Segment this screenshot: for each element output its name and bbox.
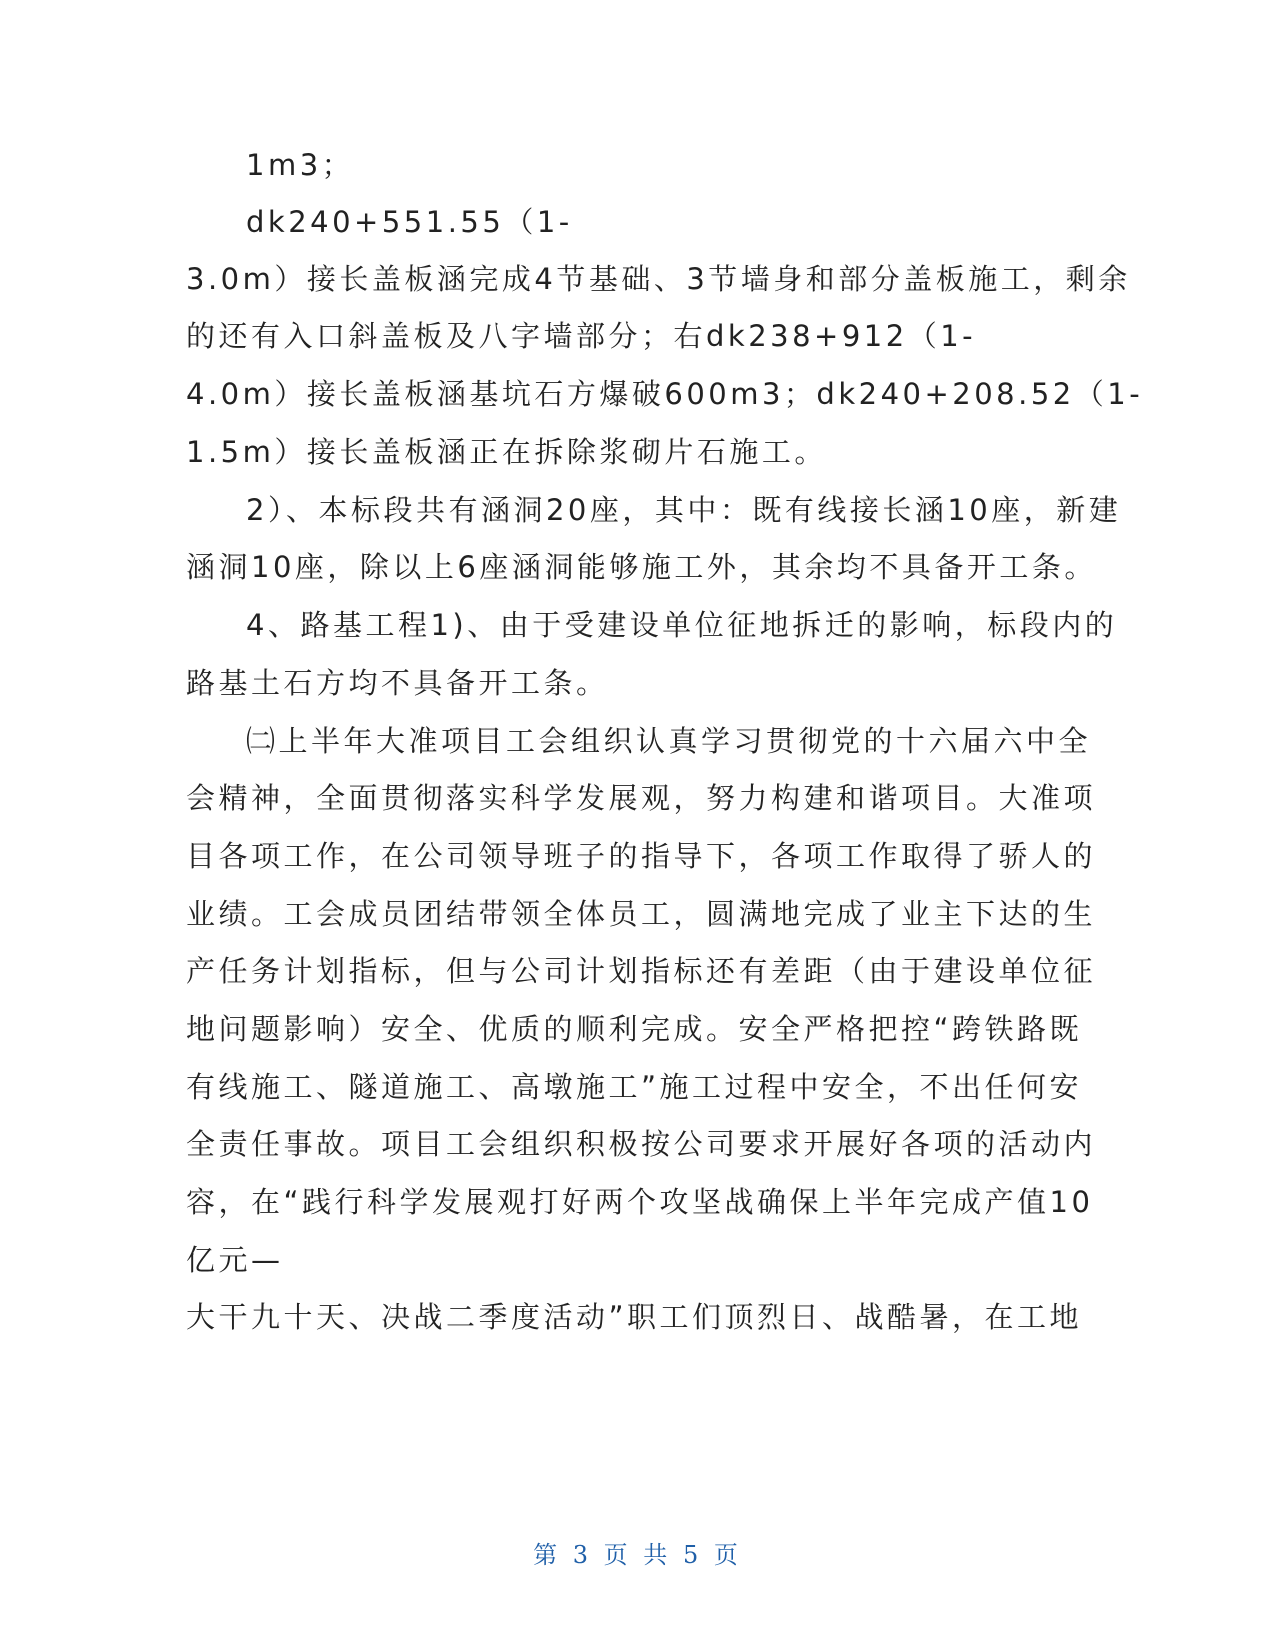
text-line: 涵洞10座，除以上6座涵洞能够施工外，其余均不具备开工条。 — [186, 550, 1097, 584]
text-line: 1m3； — [246, 148, 355, 182]
text-line: 地问题影响）安全、优质的顺利完成。安全严格把控“跨铁路既 — [186, 1012, 1083, 1046]
text-line: 全责任事故。项目工会组织积极按公司要求开展好各项的活动内 — [186, 1127, 1097, 1161]
text-line: 容，在“践行科学发展观打好两个攻坚战确保上半年完成产值10 — [186, 1185, 1094, 1219]
text-line: 路基土石方均不具备开工条。 — [186, 666, 609, 700]
text-line: 的还有入口斜盖板及八字墙部分；右dk238+912（1- — [186, 319, 977, 353]
text-line: 目各项工作，在公司领导班子的指导下，各项工作取得了骄人的 — [186, 839, 1097, 873]
text-line: 有线施工、隧道施工、高墩施工”施工过程中安全，不出任何安 — [186, 1070, 1083, 1104]
text-line: 1.5m）接长盖板涵正在拆除浆砌片石施工。 — [186, 435, 827, 469]
text-line: 3.0m）接长盖板涵完成4节基础、3节墙身和部分盖板施工，剩余 — [186, 262, 1131, 296]
page-number-footer: 第 3 页 共 5 页 — [533, 1541, 742, 1569]
text-line: 4、路基工程1)、由于受建设单位征地拆迁的影响，标段内的 — [246, 608, 1118, 642]
text-line: ㈡上半年大准项目工会组织认真学习贯彻党的十六届六中全 — [246, 724, 1092, 758]
text-line: 大干九十天、决战二季度活动”职工们顶烈日、战酷暑，在工地 — [186, 1300, 1083, 1334]
text-line: 产任务计划指标，但与公司计划指标还有差距（由于建设单位征 — [186, 954, 1097, 988]
text-line: 4.0m）接长盖板涵基坑石方爆破600m3；dk240+208.52（1- — [186, 377, 1144, 411]
text-line: 业绩。工会成员团结带领全体员工，圆满地完成了业主下达的生 — [186, 897, 1097, 931]
text-line: dk240+551.55（1- — [246, 205, 573, 239]
text-line: 2）、本标段共有涵洞20座，其中：既有线接长涵10座，新建 — [246, 493, 1122, 527]
text-line: 亿元— — [186, 1243, 284, 1277]
text-line: 会精神，全面贯彻落实科学发展观，努力构建和谐项目。大准项 — [186, 781, 1097, 815]
